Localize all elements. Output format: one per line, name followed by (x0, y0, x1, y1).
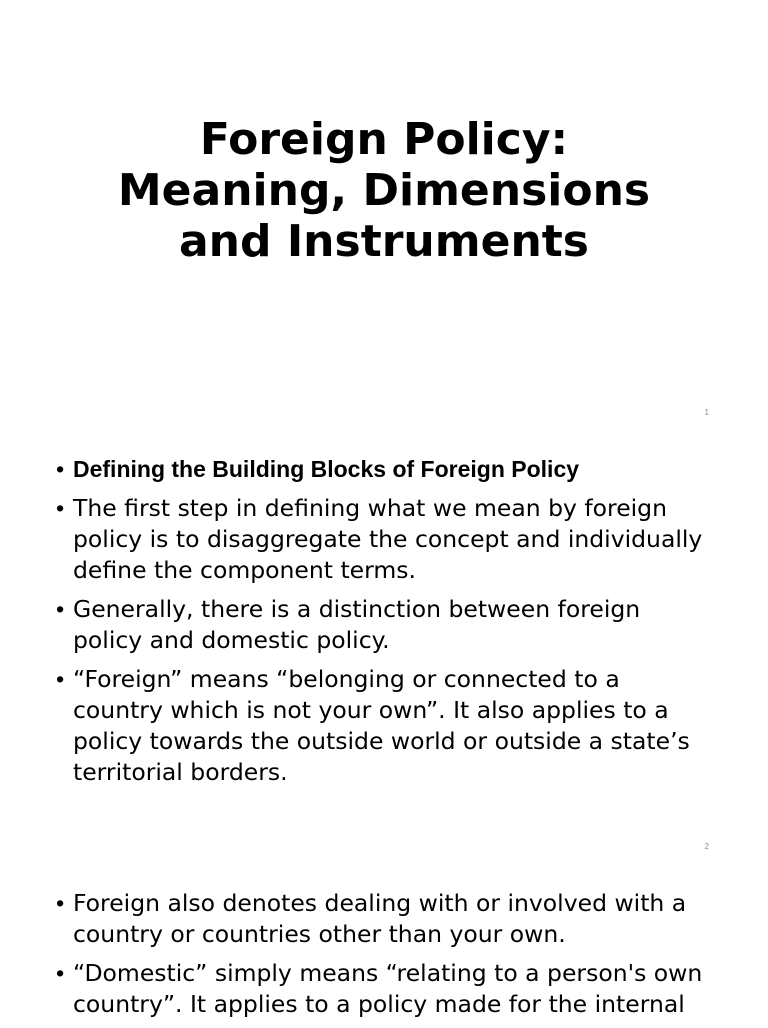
bullet-marker: • (56, 890, 65, 916)
bullet-text: Foreign also denotes dealing with or involved with a country or countries other than your own. (73, 889, 687, 948)
title-line-2: Meaning, Dimensions (117, 165, 651, 216)
bullet-heading: Defining the Building Blocks of Foreign Policy (73, 456, 580, 482)
bullet-marker: • (56, 596, 65, 622)
bullet-text: The first step in defining what we mean by foreign policy is to disaggregate the concept and individually define the component terms. (73, 494, 703, 584)
bullet-text: “Foreign” means “belonging or connected to a country which is not your own”. It also applies to a policy towards the outside world or outside a state’s territorial borders. (73, 665, 690, 786)
list-item (56, 594, 716, 656)
list-item (56, 958, 716, 1020)
slide-2 (0, 432, 768, 864)
bullet-list (56, 888, 716, 1028)
bullet-text: Generally, there is a distinction between foreign policy and domestic policy. (73, 595, 641, 654)
slide-1 (0, 0, 768, 432)
bullet-marker: • (56, 666, 65, 692)
bullet-text: “Domestic” simply means “relating to a person's own country”. It applies to a policy made for the internal (73, 959, 703, 1018)
bullet-marker: • (56, 456, 65, 482)
slide-3 (0, 864, 768, 1024)
title-line-3: and Instruments (178, 216, 589, 267)
title-line-1: Foreign Policy: (199, 114, 569, 165)
list-item (56, 493, 716, 586)
list-item (56, 454, 716, 485)
bullet-list (56, 454, 716, 796)
list-item (56, 664, 716, 788)
page-number: 1 (704, 408, 709, 417)
page-number: 2 (704, 842, 709, 851)
bullet-marker: • (56, 960, 65, 986)
list-item (56, 888, 716, 950)
bullet-marker: • (56, 495, 65, 521)
slide-title (0, 114, 768, 267)
